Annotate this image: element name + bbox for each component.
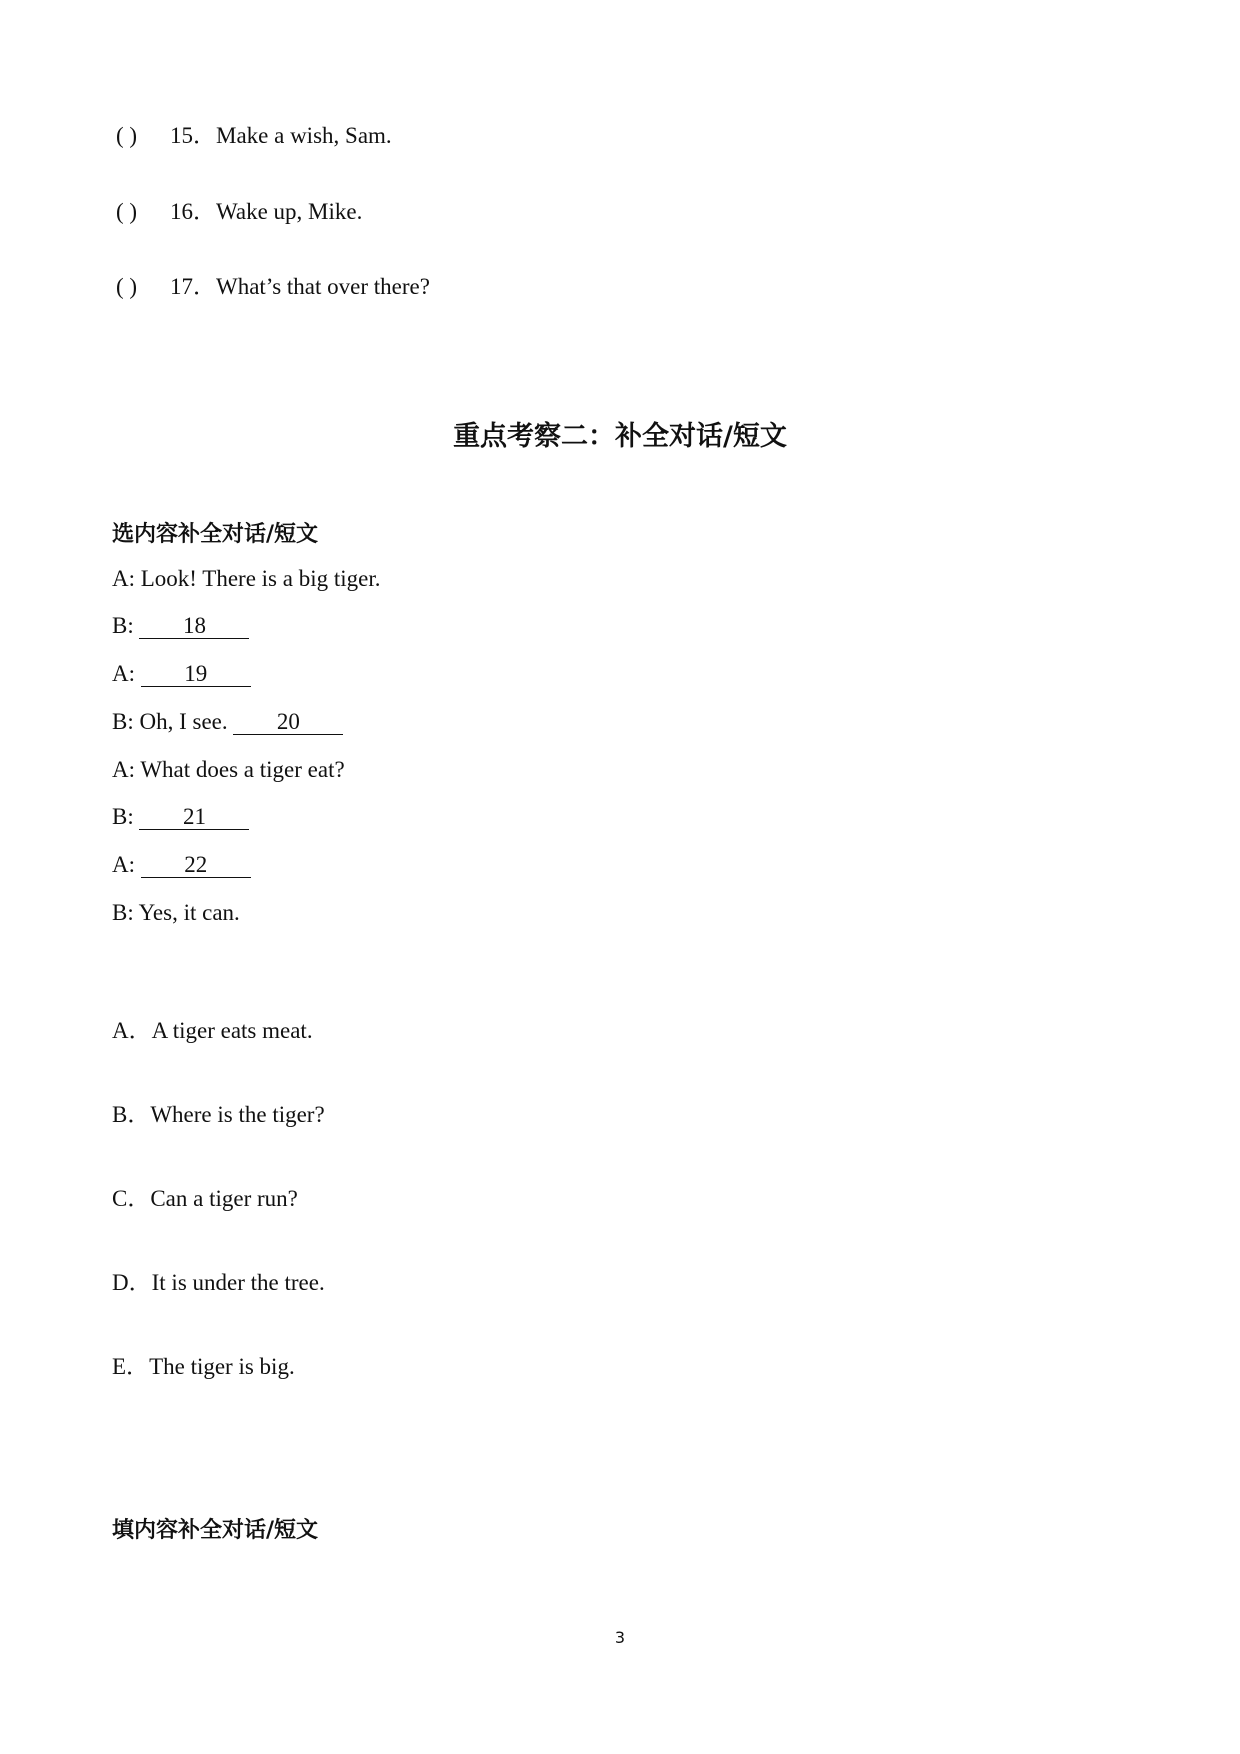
option-text: Where is the tiger? (150, 1102, 325, 1127)
page-number: 3 (614, 1628, 626, 1647)
subsection-title-choose: 选内容补全对话/短文 (112, 522, 319, 547)
question-17 (116, 268, 430, 301)
question-15 (116, 117, 392, 150)
option-text: Can a tiger run? (150, 1186, 298, 1211)
answer-parens: ( ) (116, 123, 138, 148)
subsection-title-fill: 填内容补全对话/短文 (112, 1518, 319, 1543)
answer-blank: 22 (141, 853, 251, 878)
speaker-label: B: Oh, I see. (112, 709, 228, 734)
answer-blank: 18 (139, 614, 249, 639)
speaker-label: B: (112, 804, 134, 829)
option-letter: E． (112, 1354, 150, 1379)
question-text: Make a wish, Sam. (216, 123, 392, 148)
section-heading: 重点考察二：补全对话/短文 (453, 421, 787, 452)
dialogue-line-blank-20 (112, 709, 343, 735)
answer-blank: 19 (141, 662, 251, 687)
dialogue-line-blank-19 (112, 661, 251, 687)
dialogue-line-blank-21 (112, 804, 249, 830)
question-text: What’s that over there? (216, 274, 430, 299)
answer-parens: ( ) (116, 274, 138, 299)
option-text: A tiger eats meat. (151, 1018, 313, 1043)
option-text: It is under the tree. (151, 1270, 325, 1295)
option-letter: D． (112, 1270, 152, 1295)
speaker-label: B: (112, 613, 134, 638)
dialogue-line-blank-18 (112, 613, 249, 639)
option-e (112, 1348, 295, 1381)
speaker-label: A: (112, 661, 135, 686)
question-16 (116, 193, 362, 226)
option-d (112, 1264, 325, 1297)
dialogue-line-blank-22 (112, 852, 251, 878)
dialogue-line: A: Look! There is a big tiger. (112, 566, 381, 591)
speaker-label: A: (112, 852, 135, 877)
option-text: The tiger is big. (149, 1354, 295, 1379)
answer-parens: ( ) (116, 199, 138, 224)
question-number: 17． (170, 274, 216, 299)
option-b (112, 1096, 325, 1129)
answer-blank: 21 (139, 805, 249, 830)
answer-blank: 20 (233, 710, 343, 735)
option-a (112, 1012, 313, 1045)
option-letter: A． (112, 1018, 152, 1043)
option-letter: C． (112, 1186, 151, 1211)
dialogue-line: A: What does a tiger eat? (112, 757, 345, 782)
option-c (112, 1180, 298, 1213)
dialogue-line: B: Yes, it can. (112, 900, 240, 925)
option-letter: B． (112, 1102, 151, 1127)
question-number: 16． (170, 199, 216, 224)
question-text: Wake up, Mike. (216, 199, 363, 224)
question-number: 15． (170, 123, 216, 148)
